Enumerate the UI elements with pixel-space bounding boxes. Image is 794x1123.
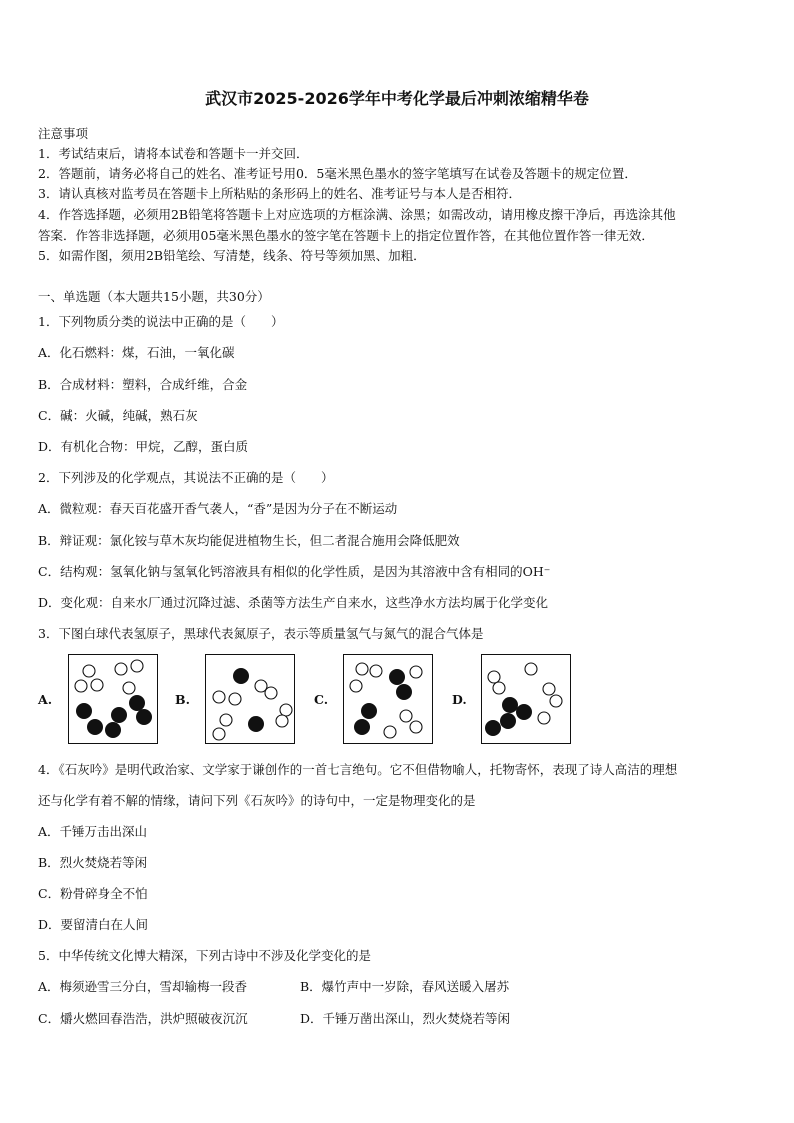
q5-stem: 5．中华传统文化博大精深，下列古诗中不涉及化学变化的是 <box>38 948 371 963</box>
q3-label-b[interactable]: B. <box>175 692 190 707</box>
q3-box-b[interactable] <box>205 654 295 744</box>
q4-option-b[interactable]: B．烈火焚烧若等闲 <box>38 855 148 870</box>
q5-option-b[interactable]: B．爆竹声中一岁除，春风送暖入屠苏 <box>300 979 510 994</box>
q2-option-c[interactable]: C．结构观：氢氧化钠与氢氧化钙溶液具有相似的化学性质，是因为其溶液中含有相同的OH⁻ <box>38 564 551 579</box>
notice-item-5: 5．如需作图，须用2B铅笔绘、写清楚，线条、符号等须加黑、加粗． <box>38 248 426 263</box>
q4-stem-line2: 还与化学有着不解的情缘，请问下列《石灰吟》的诗句中，一定是物理变化的是 <box>38 793 476 808</box>
q3-box-a-particles <box>69 655 159 745</box>
q3-box-a[interactable] <box>68 654 158 744</box>
q1-stem: 1．下列物质分类的说法中正确的是（ ） <box>38 314 284 329</box>
q4-option-d[interactable]: D．要留清白在人间 <box>38 917 149 932</box>
q2-option-d[interactable]: D．变化观：自来水厂通过沉降过滤、杀菌等方法生产自来水，这些净水方法均属于化学变化 <box>38 595 549 610</box>
q5-option-d[interactable]: D．千锤万凿出深山，烈火焚烧若等闲 <box>300 1011 511 1026</box>
q3-box-d[interactable] <box>481 654 571 744</box>
q1-option-d[interactable]: D．有机化合物：甲烷，乙醇，蛋白质 <box>38 439 249 454</box>
notice-item-2: 2．答题前，请务必将自己的姓名、准考证号用0．5毫米黑色墨水的签字笔填写在试卷及答题卡的规定位置． <box>38 166 637 181</box>
notice-item-1: 1．考试结束后，请将本试卷和答题卡一并交回． <box>38 146 309 161</box>
q3-label-d[interactable]: D. <box>452 692 467 707</box>
notice-item-4: 4．作答选择题，必须用2B铅笔将答题卡上对应选项的方框涂满、涂黑；如需改动，请用橡皮擦干净后，再选涂其他 <box>38 207 676 222</box>
q3-label-a[interactable]: A. <box>38 692 53 707</box>
q2-option-a[interactable]: A．微粒观：春天百花盛开香气袭人，“香”是因为分子在不断运动 <box>38 501 398 516</box>
q3-box-c-particles <box>344 655 434 745</box>
page-title: 武汉市2025-2026学年中考化学最后冲刺浓缩精华卷 <box>205 89 589 108</box>
notice-item-3: 3．请认真核对监考员在答题卡上所粘贴的条形码上的姓名、准考证号与本人是否相符． <box>38 186 521 201</box>
q3-stem: 3．下图白球代表氢原子，黑球代表氮原子，表示等质量氢气与氮气的混合气体是 <box>38 626 484 641</box>
q4-option-c[interactable]: C．粉骨碎身全不怕 <box>38 886 148 901</box>
q1-option-c[interactable]: C．碱：火碱，纯碱，熟石灰 <box>38 408 198 423</box>
q5-option-c[interactable]: C．爝火燃回春浩浩，洪炉照破夜沉沉 <box>38 1011 248 1026</box>
section-heading: 一、单选题（本大题共15小题，共30分） <box>38 289 270 304</box>
q4-option-a[interactable]: A．千锤万击出深山 <box>38 824 148 839</box>
q2-stem: 2．下列涉及的化学观点，其说法不正确的是（ ） <box>38 470 334 485</box>
q1-option-b[interactable]: B．合成材料：塑料，合成纤维，合金 <box>38 377 248 392</box>
q3-label-c[interactable]: C. <box>314 692 329 707</box>
q3-box-d-particles <box>482 655 572 745</box>
q3-box-c[interactable] <box>343 654 433 744</box>
q1-option-a[interactable]: A．化石燃料：煤，石油，一氧化碳 <box>38 345 235 360</box>
q4-stem-line1: 4．《石灰吟》是明代政治家、文学家于谦创作的一首七言绝句。它不但借物喻人，托物寄怀，表现了诗人高洁的理想 <box>38 762 678 777</box>
q3-box-b-particles <box>206 655 296 745</box>
q3-figure-options <box>38 654 758 746</box>
q5-option-a[interactable]: A．梅须逊雪三分白，雪却输梅一段香 <box>38 979 248 994</box>
notice-item-4-cont: 答案．作答非选择题，必须用05毫米黑色墨水的签字笔在答题卡上的指定位置作答，在其他位置作答一律无效． <box>38 228 654 243</box>
notice-heading: 注意事项 <box>38 126 89 141</box>
q2-option-b[interactable]: B．辩证观：氯化铵与草木灰均能促进植物生长，但二者混合施用会降低肥效 <box>38 533 460 548</box>
